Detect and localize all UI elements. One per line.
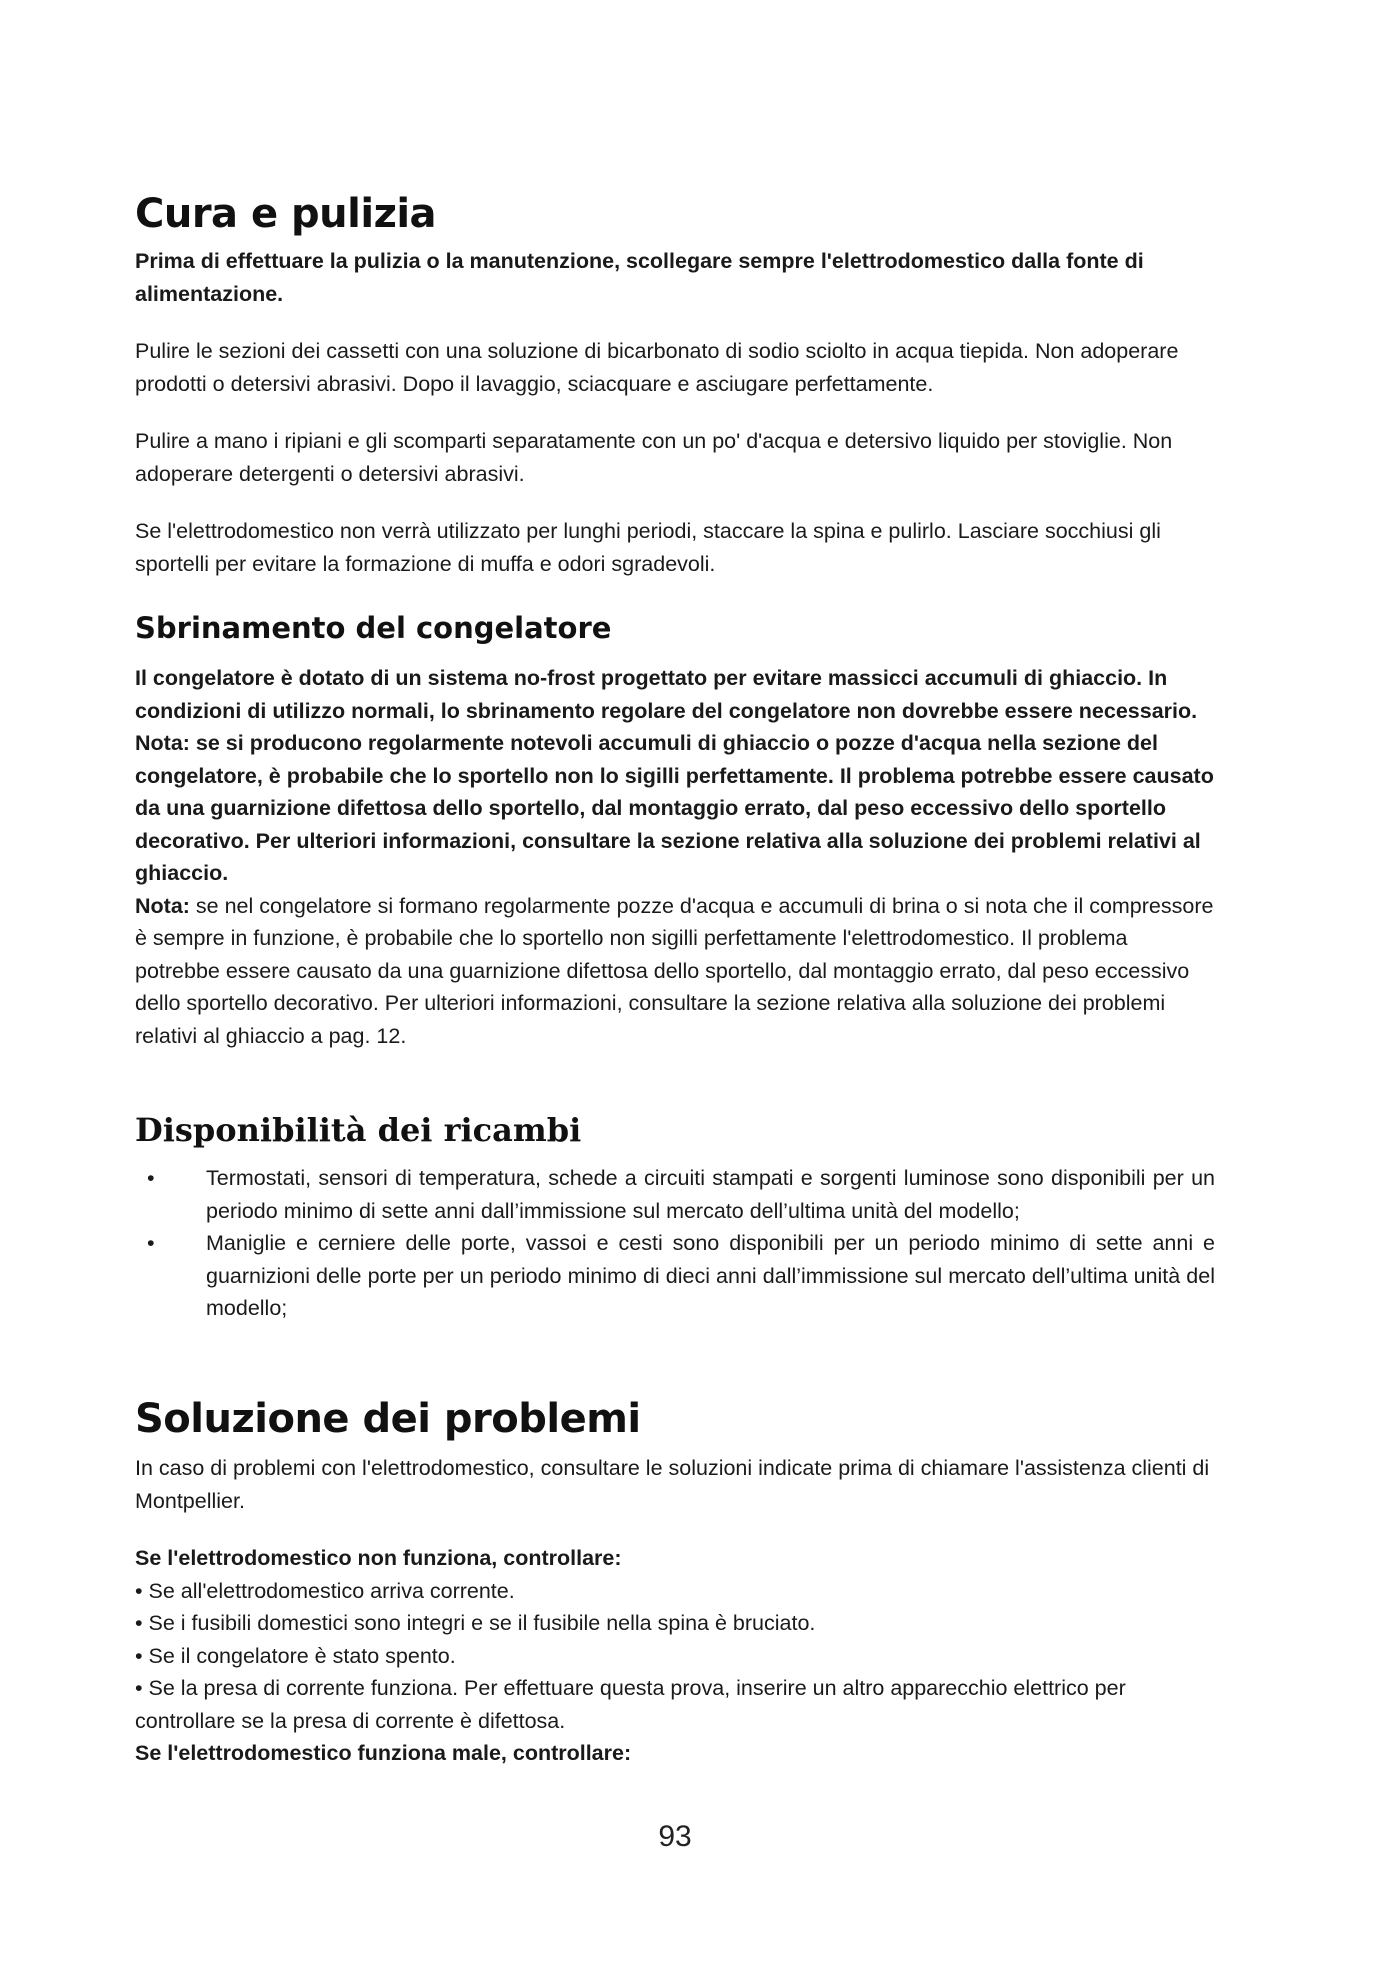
list-item-text: Se all'elettrodomestico arriva corrente. [148, 1578, 515, 1603]
soluzione-checklist [135, 1542, 1215, 1770]
list-item-text: Termostati, sensori di temperatura, schede a circuiti stampati e sorgenti luminose sono disponibili per un periodo minimo di sette anni dall’immissione sul mercato dell’ultima unità del modello; [206, 1166, 1215, 1223]
list-item [135, 1162, 1215, 1227]
soluzione-intro: In caso di problemi con l'elettrodomestico, consultare le soluzioni indicate prima di chiamare l'assistenza clienti di Montpellier. [135, 1456, 1210, 1513]
section-title-ricambi: Disponibilità dei ricambi [135, 1111, 582, 1149]
note-label: Nota: [135, 893, 190, 918]
bullet-icon: • [147, 1166, 155, 1190]
list-item-text: Se la presa di corrente funziona. Per effettuare questa prova, inserire un altro apparecchio elettrico per controllare se la presa di corrente è difettosa. [135, 1676, 1126, 1733]
note-text: se nel congelatore si formano regolarmente pozze d'acqua e accumuli di brina o si nota che il compressore è sempre in funzione, è probabile che lo sportello non sigilli perfettamente l'elettrodomestico. Il problema potrebbe essere causato da una guarnizione difettosa dello sportello, dal montaggio errato, dal peso eccessivo dello sportello decorativo. Per ulteriori informazioni, consultare la sezione relativa alla soluzione dei problemi relativi al ghiaccio a pag. 12. [135, 893, 1214, 1048]
ricambi-list-container [135, 1162, 1215, 1325]
bullet-icon: • [147, 1231, 155, 1255]
bullet-icon: • [135, 1611, 143, 1635]
check-title-2: Se l'elettrodomestico funziona male, controllare: [135, 1741, 632, 1765]
list-item-text: Se i fusibili domestici sono integri e se il fusibile nella spina è bruciato. [148, 1611, 816, 1635]
list-item [135, 1227, 1215, 1325]
list-item [135, 1575, 1215, 1608]
list-item-text: Se il congelatore è stato spento. [148, 1643, 456, 1668]
list-item [135, 1672, 1215, 1737]
cura-paragraph-1: Pulire le sezioni dei cassetti con una soluzione di bicarbonato di sodio sciolto in acqua tiepida. Non adoperare prodotti o detersivi abrasivi. Dopo il lavaggio, sciacquare e asciugare perfettamente. [135, 339, 1179, 396]
cura-warning: Prima di effettuare la pulizia o la manutenzione, scollegare sempre l'elettrodomestico dalla fonte di alimentazione. [135, 249, 1144, 306]
cura-paragraph-2: Pulire a mano i ripiani e gli scomparti separatamente con un po' d'acqua e detersivo liquido per stoviglie. Non adoperare detergenti o detersivi abrasivi. [135, 429, 1173, 486]
list-item [135, 1607, 1215, 1640]
list-item [135, 1640, 1215, 1673]
section-title-cura: Cura e pulizia [135, 191, 437, 237]
bullet-icon: • [135, 1676, 143, 1700]
section-title-sbrinamento: Sbrinamento del congelatore [135, 611, 612, 645]
ricambi-list [135, 1162, 1215, 1325]
section-title-soluzione: Soluzione dei problemi [135, 1396, 641, 1442]
sbrinamento-body [135, 662, 1215, 1052]
page-number: 93 [658, 1820, 692, 1853]
check-title: Se l'elettrodomestico non funziona, controllare: [135, 1546, 622, 1570]
sbrinamento-intro: Il congelatore è dotato di un sistema no-frost progettato per evitare massicci accumuli di ghiaccio. In condizioni di utilizzo normali, lo sbrinamento regolare del congelatore non dovrebbe essere necessario. [135, 666, 1198, 723]
list-item-text: Maniglie e cerniere delle porte, vassoi e cesti sono disponibili per un periodo minimo di sette anni e guarnizioni delle porte per un periodo minimo di dieci anni dall’immissione sul mercato dell’ultima unità del modello; [206, 1231, 1215, 1320]
bullet-icon: • [135, 1643, 143, 1668]
sbrinamento-note-1: Nota: se si producono regolarmente notevoli accumuli di ghiaccio o pozze d'acqua nella sezione del congelatore, è probabile che lo sportello non lo sigilli perfettamente. Il problema potrebbe essere causato da una guarnizione difettosa dello sportello, dal montaggio errato, dal peso eccessivo dello sportello decorativo. Per ulteriori informazioni, consultare la sezione relativa alla soluzione dei problemi relativi al ghiaccio. [135, 731, 1214, 885]
sbrinamento-note-2 [135, 890, 1215, 1053]
bullet-icon: • [135, 1578, 143, 1603]
cura-paragraph-3: Se l'elettrodomestico non verrà utilizzato per lunghi periodi, staccare la spina e pulirlo. Lasciare socchiusi gli sportelli per evitare la formazione di muffa e odori sgradevoli. [135, 519, 1161, 576]
